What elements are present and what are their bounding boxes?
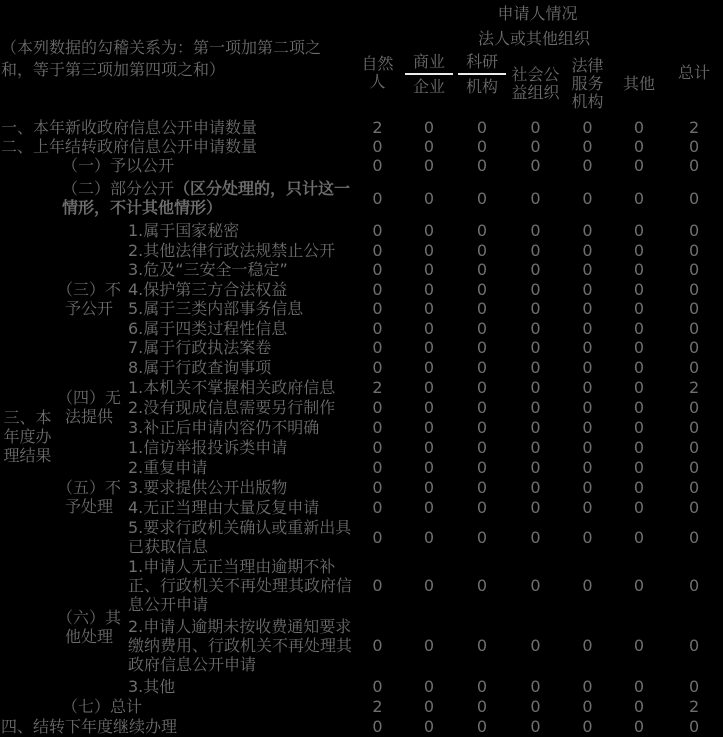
label-section-4-text: 四、结转下年度继续办理	[1, 716, 178, 736]
value-published-material-natural-person: 0	[372, 477, 383, 497]
value-needs-creation-commercial-enterprise: 0	[423, 397, 435, 417]
label-admin-inquiry	[123, 358, 352, 378]
value-subtotal-research-institution: 0	[476, 696, 488, 716]
value-new-applications-commercial-enterprise: 0	[423, 118, 435, 137]
table-row-petition-complaint	[0, 437, 723, 457]
value-carry-next-year-commercial-enterprise: 0	[423, 716, 435, 736]
value-overdue-no-payment-legal-service-org: 0	[582, 635, 593, 655]
value-confirm-reissue-commercial-enterprise: 0	[423, 527, 435, 547]
value-new-applications-research-institution: 0	[476, 118, 488, 137]
table-row-granted-full	[0, 156, 723, 175]
label-third-party-rights-text: 4.保护第三方合法权益	[128, 279, 288, 299]
value-internal-affairs-total: 0	[688, 299, 700, 319]
label-section-2	[0, 137, 352, 156]
value-still-unclear-research-institution: 0	[476, 417, 488, 437]
label-group-not-processed-text: （五）不予处理	[57, 478, 122, 516]
label-group-denied	[55, 221, 123, 377]
value-carry-next-year-total: 0	[688, 716, 700, 736]
value-third-party-rights-natural-person: 0	[372, 279, 383, 299]
value-other-handling-legal-service-org: 0	[582, 676, 593, 696]
value-law-forbidden-research-institution: 0	[476, 240, 488, 260]
value-law-forbidden-legal-service-org: 0	[582, 240, 593, 260]
value-state-secret-natural-person: 0	[372, 221, 383, 241]
label-petition-complaint	[123, 437, 352, 457]
value-carried-over-applications-legal-service-org: 0	[582, 137, 593, 156]
value-process-info-total: 0	[688, 318, 700, 338]
value-published-material-social-welfare-org: 0	[530, 477, 541, 497]
value-admin-inquiry-natural-person: 0	[372, 357, 383, 377]
header-col-total: 总计	[678, 63, 711, 82]
label-third-party-rights	[123, 280, 352, 300]
value-new-applications-total: 2	[688, 118, 700, 137]
value-subtotal-legal-service-org: 0	[582, 696, 593, 716]
value-internal-affairs-legal-service-org: 0	[582, 299, 593, 319]
label-mass-repeated-text: 4.无正当理由大量反复申请	[128, 497, 320, 517]
label-group-not-processed	[55, 437, 123, 557]
label-granted-partial-note: （区分处理的，只计这一情形，不计其他情形）	[62, 179, 351, 217]
label-enforcement-files-text: 7.属于行政执法案卷	[128, 338, 272, 358]
value-endanger-safety-natural-person: 0	[372, 260, 383, 280]
header-legal-org-title: 法人或其他组织	[478, 29, 591, 48]
value-admin-inquiry-research-institution: 0	[476, 357, 488, 377]
label-section-3	[0, 156, 55, 716]
value-published-material-other: 0	[633, 477, 645, 497]
value-carried-over-applications-research-institution: 0	[476, 137, 488, 156]
value-overdue-no-payment-natural-person: 0	[372, 635, 383, 655]
table-row-carried-over-applications	[0, 137, 723, 156]
value-process-info-commercial-enterprise: 0	[423, 318, 435, 338]
value-not-held-commercial-enterprise: 0	[423, 377, 435, 397]
value-state-secret-total: 0	[688, 221, 700, 241]
value-repeat-application-commercial-enterprise: 0	[423, 457, 435, 477]
value-confirm-reissue-other: 0	[633, 527, 645, 547]
value-petition-complaint-legal-service-org: 0	[582, 437, 593, 457]
value-repeat-application-social-welfare-org: 0	[530, 457, 541, 477]
value-other-handling-research-institution: 0	[476, 676, 488, 696]
value-enforcement-files-social-welfare-org: 0	[530, 338, 541, 358]
label-repeat-application-text: 2.重复申请	[128, 457, 208, 477]
label-granted-partial-text: （二）部分公开	[62, 179, 175, 198]
label-overdue-no-correction	[123, 557, 352, 614]
value-other-handling-other: 0	[633, 676, 645, 696]
label-internal-affairs	[123, 299, 352, 319]
value-admin-inquiry-total: 0	[688, 357, 700, 377]
value-other-handling-commercial-enterprise: 0	[423, 676, 435, 696]
value-endanger-safety-total: 0	[688, 260, 700, 280]
value-process-info-social-welfare-org: 0	[530, 318, 541, 338]
value-state-secret-research-institution: 0	[476, 221, 488, 241]
value-new-applications-social-welfare-org: 0	[530, 118, 541, 137]
value-third-party-rights-research-institution: 0	[476, 279, 488, 299]
value-carried-over-applications-commercial-enterprise: 0	[423, 137, 435, 156]
header-applicant-title: 申请人情况	[497, 4, 578, 23]
value-overdue-no-payment-research-institution: 0	[476, 635, 488, 655]
value-overdue-no-correction-legal-service-org: 0	[582, 576, 593, 595]
value-third-party-rights-other: 0	[633, 279, 645, 299]
value-carry-next-year-research-institution: 0	[476, 716, 488, 736]
value-process-info-research-institution: 0	[476, 318, 488, 338]
value-granted-full-total: 0	[688, 156, 700, 175]
value-not-held-research-institution: 0	[476, 377, 488, 397]
label-overdue-no-payment-text: 2.申请人逾期未按收费通知要求缴纳费用、行政机关不再处理其政府信息公开申请	[128, 616, 353, 674]
label-admin-inquiry-text: 8.属于行政查询事项	[128, 357, 272, 377]
table-row-new-applications	[0, 118, 723, 137]
label-overdue-no-payment	[123, 614, 352, 676]
reconciliation-note: （本列数据的勾稽关系为：第一项加第二项之和，等于第三项加第四项之和）	[1, 38, 322, 79]
table-body	[0, 118, 723, 736]
commercial-split	[405, 52, 453, 96]
value-other-handling-total: 0	[688, 676, 700, 696]
value-carried-over-applications-social-welfare-org: 0	[530, 137, 541, 156]
label-process-info-text: 6.属于四类过程性信息	[128, 318, 288, 338]
value-granted-partial-research-institution: 0	[476, 188, 488, 208]
value-subtotal-social-welfare-org: 0	[530, 696, 541, 716]
value-carry-next-year-legal-service-org: 0	[582, 716, 593, 736]
value-state-secret-other: 0	[633, 221, 645, 241]
label-overdue-no-correction-text: 1.申请人无正当理由逾期不补正、行政机关不再处理其政府信息公开申请	[128, 557, 353, 614]
commercial-bottom-label: 企业	[413, 77, 446, 96]
value-mass-repeated-research-institution: 0	[476, 497, 488, 517]
label-granted-full-text: （一）予以公开	[62, 156, 175, 175]
label-enforcement-files	[123, 338, 352, 358]
value-mass-repeated-social-welfare-org: 0	[530, 497, 541, 517]
value-admin-inquiry-other: 0	[633, 357, 645, 377]
value-granted-partial-legal-service-org: 0	[582, 188, 593, 208]
value-repeat-application-research-institution: 0	[476, 457, 488, 477]
value-overdue-no-payment-other: 0	[633, 635, 645, 655]
label-internal-affairs-text: 5.属于三类内部事务信息	[128, 299, 304, 319]
value-other-handling-social-welfare-org: 0	[530, 676, 541, 696]
value-overdue-no-correction-other: 0	[633, 576, 645, 595]
value-third-party-rights-total: 0	[688, 279, 700, 299]
table-row-overdue-no-correction	[0, 557, 723, 614]
label-group-unable-text: （四）无法提供	[57, 388, 122, 426]
value-petition-complaint-social-welfare-org: 0	[530, 437, 541, 457]
value-overdue-no-correction-natural-person: 0	[372, 576, 383, 595]
label-confirm-reissue-text: 5.要求行政机关确认或重新出具已获取信息	[128, 518, 352, 556]
value-overdue-no-payment-commercial-enterprise: 0	[423, 635, 435, 655]
value-overdue-no-correction-social-welfare-org: 0	[530, 576, 541, 595]
value-confirm-reissue-total: 0	[688, 527, 700, 547]
value-admin-inquiry-commercial-enterprise: 0	[423, 357, 435, 377]
value-granted-full-research-institution: 0	[476, 156, 488, 175]
value-enforcement-files-research-institution: 0	[476, 338, 488, 358]
label-other-handling-text: 3.其他	[128, 676, 176, 696]
value-granted-partial-other: 0	[633, 188, 645, 208]
label-process-info	[123, 319, 352, 339]
value-carry-next-year-other: 0	[633, 716, 645, 736]
value-carried-over-applications-total: 0	[688, 137, 700, 156]
value-overdue-no-correction-research-institution: 0	[476, 576, 488, 595]
value-repeat-application-legal-service-org: 0	[582, 457, 593, 477]
value-admin-inquiry-legal-service-org: 0	[582, 357, 593, 377]
value-mass-repeated-natural-person: 0	[372, 497, 383, 517]
value-law-forbidden-total: 0	[688, 240, 700, 260]
label-section-1	[0, 118, 352, 137]
value-internal-affairs-research-institution: 0	[476, 299, 488, 319]
value-granted-partial-social-welfare-org: 0	[530, 188, 541, 208]
label-section-3-text: 三、本年度办理结果	[3, 407, 52, 465]
value-enforcement-files-other: 0	[633, 338, 645, 358]
value-still-unclear-commercial-enterprise: 0	[423, 417, 435, 437]
value-new-applications-natural-person: 2	[372, 118, 383, 137]
value-endanger-safety-legal-service-org: 0	[582, 260, 593, 280]
label-repeat-application	[123, 457, 352, 477]
header-col-natural-person: 自然人	[361, 54, 394, 91]
value-still-unclear-legal-service-org: 0	[582, 417, 593, 437]
value-overdue-no-payment-total: 0	[688, 635, 700, 655]
header-col-research-institution	[455, 50, 509, 118]
label-not-held-text: 1.本机关不掌握相关政府信息	[128, 377, 336, 397]
label-needs-creation	[123, 397, 352, 417]
value-not-held-natural-person: 2	[372, 377, 383, 397]
label-group-unable	[55, 377, 123, 437]
label-granted-partial	[55, 175, 352, 221]
value-enforcement-files-total: 0	[688, 338, 700, 358]
value-subtotal-natural-person: 2	[372, 696, 383, 716]
value-confirm-reissue-research-institution: 0	[476, 527, 488, 547]
value-not-held-other: 0	[633, 377, 645, 397]
label-law-forbidden	[123, 241, 352, 261]
value-granted-partial-total: 0	[688, 188, 700, 208]
value-internal-affairs-social-welfare-org: 0	[530, 299, 541, 319]
value-published-material-research-institution: 0	[476, 477, 488, 497]
value-carried-over-applications-other: 0	[633, 137, 645, 156]
value-repeat-application-natural-person: 0	[372, 457, 383, 477]
value-enforcement-files-natural-person: 0	[372, 338, 383, 358]
label-section-2-text: 二、上年结转政府信息公开申请数量	[1, 137, 258, 156]
label-mass-repeated	[123, 497, 352, 517]
value-enforcement-files-commercial-enterprise: 0	[423, 338, 435, 358]
value-process-info-legal-service-org: 0	[582, 318, 593, 338]
value-confirm-reissue-natural-person: 0	[372, 527, 383, 547]
value-mass-repeated-commercial-enterprise: 0	[423, 497, 435, 517]
value-published-material-legal-service-org: 0	[582, 477, 593, 497]
value-new-applications-other: 0	[633, 118, 645, 137]
label-still-unclear	[123, 417, 352, 437]
value-mass-repeated-other: 0	[633, 497, 645, 517]
value-law-forbidden-other: 0	[633, 240, 645, 260]
value-granted-full-other: 0	[633, 156, 645, 175]
value-still-unclear-total: 0	[688, 417, 700, 437]
value-confirm-reissue-social-welfare-org: 0	[530, 527, 541, 547]
label-state-secret	[123, 221, 352, 241]
research-split	[458, 52, 506, 96]
value-carried-over-applications-natural-person: 0	[372, 137, 383, 156]
value-internal-affairs-other: 0	[633, 299, 645, 319]
value-carry-next-year-social-welfare-org: 0	[530, 716, 541, 736]
label-endanger-safety-text: 3.危及“三安全一稳定”	[128, 260, 288, 280]
value-not-held-social-welfare-org: 0	[530, 377, 541, 397]
research-bottom-label: 机构	[466, 77, 499, 96]
value-granted-partial-commercial-enterprise: 0	[423, 188, 435, 208]
value-internal-affairs-commercial-enterprise: 0	[423, 299, 435, 319]
value-published-material-total: 0	[688, 477, 700, 497]
value-endanger-safety-social-welfare-org: 0	[530, 260, 541, 280]
value-new-applications-legal-service-org: 0	[582, 118, 593, 137]
value-third-party-rights-commercial-enterprise: 0	[423, 279, 435, 299]
header-col-commercial-enterprise	[403, 50, 455, 118]
value-needs-creation-natural-person: 0	[372, 397, 383, 417]
table-row-subtotal	[0, 696, 723, 716]
value-subtotal-other: 0	[633, 696, 645, 716]
value-carry-next-year-natural-person: 0	[372, 716, 383, 736]
value-other-handling-natural-person: 0	[372, 676, 383, 696]
value-internal-affairs-natural-person: 0	[372, 299, 383, 319]
value-granted-full-social-welfare-org: 0	[530, 156, 541, 175]
value-granted-full-natural-person: 0	[372, 156, 383, 175]
value-state-secret-legal-service-org: 0	[582, 221, 593, 241]
value-granted-partial-natural-person: 0	[372, 188, 383, 208]
label-group-denied-text: （三）不予公开	[57, 280, 122, 318]
value-still-unclear-natural-person: 0	[372, 417, 383, 437]
value-overdue-no-correction-commercial-enterprise: 0	[423, 576, 435, 595]
value-needs-creation-social-welfare-org: 0	[530, 397, 541, 417]
table-header	[0, 0, 723, 118]
table-row-carry-next-year	[0, 716, 723, 736]
research-top-label: 科研	[458, 52, 506, 75]
value-needs-creation-legal-service-org: 0	[582, 397, 593, 417]
value-still-unclear-social-welfare-org: 0	[530, 417, 541, 437]
value-petition-complaint-research-institution: 0	[476, 437, 488, 457]
label-state-secret-text: 1.属于国家秘密	[128, 221, 240, 241]
label-confirm-reissue	[123, 517, 352, 557]
value-law-forbidden-natural-person: 0	[372, 240, 383, 260]
value-confirm-reissue-legal-service-org: 0	[582, 527, 593, 547]
value-granted-full-legal-service-org: 0	[582, 156, 593, 175]
value-subtotal-total: 2	[688, 696, 700, 716]
label-group-other-handling	[55, 557, 123, 696]
value-mass-repeated-total: 0	[688, 497, 700, 517]
label-section-1-text: 一、本年新收政府信息公开申请数量	[1, 118, 258, 137]
value-petition-complaint-total: 0	[688, 437, 700, 457]
value-enforcement-files-legal-service-org: 0	[582, 338, 593, 358]
label-still-unclear-text: 3.补正后申请内容仍不明确	[128, 417, 320, 437]
value-endanger-safety-research-institution: 0	[476, 260, 488, 280]
value-law-forbidden-social-welfare-org: 0	[530, 240, 541, 260]
value-still-unclear-other: 0	[633, 417, 645, 437]
value-granted-full-commercial-enterprise: 0	[423, 156, 435, 175]
label-published-material-text: 3.要求提供公开出版物	[128, 477, 288, 497]
value-state-secret-social-welfare-org: 0	[530, 221, 541, 241]
label-subtotal-text: （七）总计	[62, 696, 143, 716]
value-repeat-application-other: 0	[633, 457, 645, 477]
table-row-granted-partial	[0, 175, 723, 221]
label-petition-complaint-text: 1.信访举报投诉类申请	[128, 437, 288, 457]
value-process-info-other: 0	[633, 318, 645, 338]
value-overdue-no-correction-total: 0	[688, 576, 700, 595]
label-granted-full	[55, 156, 352, 175]
header-col-other: 其他	[623, 74, 656, 93]
value-published-material-commercial-enterprise: 0	[423, 477, 435, 497]
value-needs-creation-research-institution: 0	[476, 397, 488, 417]
value-petition-complaint-other: 0	[633, 437, 645, 457]
header-row-1	[0, 0, 723, 28]
label-section-4	[0, 716, 352, 736]
value-endanger-safety-other: 0	[633, 260, 645, 280]
value-not-held-total: 2	[688, 377, 700, 397]
value-mass-repeated-legal-service-org: 0	[582, 497, 593, 517]
label-not-held	[123, 377, 352, 397]
label-endanger-safety	[123, 260, 352, 280]
value-needs-creation-total: 0	[688, 397, 700, 417]
value-subtotal-commercial-enterprise: 0	[423, 696, 435, 716]
value-endanger-safety-commercial-enterprise: 0	[423, 260, 435, 280]
value-not-held-legal-service-org: 0	[582, 377, 593, 397]
label-group-other-handling-text: （六）其他处理	[57, 607, 122, 646]
label-subtotal	[55, 696, 352, 716]
value-law-forbidden-commercial-enterprise: 0	[423, 240, 435, 260]
value-third-party-rights-legal-service-org: 0	[582, 279, 593, 299]
value-process-info-natural-person: 0	[372, 318, 383, 338]
label-published-material	[123, 477, 352, 497]
value-state-secret-commercial-enterprise: 0	[423, 221, 435, 241]
value-repeat-application-total: 0	[688, 457, 700, 477]
label-law-forbidden-text: 2.其他法律行政法规禁止公开	[128, 240, 336, 260]
label-other-handling	[123, 676, 352, 696]
commercial-top-label: 商业	[405, 52, 453, 75]
value-overdue-no-payment-social-welfare-org: 0	[530, 635, 541, 655]
table-row-not-held	[0, 377, 723, 397]
value-petition-complaint-commercial-enterprise: 0	[423, 437, 435, 457]
value-admin-inquiry-social-welfare-org: 0	[530, 357, 541, 377]
value-petition-complaint-natural-person: 0	[372, 437, 383, 457]
value-third-party-rights-social-welfare-org: 0	[530, 279, 541, 299]
value-needs-creation-other: 0	[633, 397, 645, 417]
header-col-social-welfare-org: 社会公益组织	[511, 65, 560, 102]
label-needs-creation-text: 2.没有现成信息需要另行制作	[128, 397, 336, 417]
header-col-legal-service-org: 法律服务机构	[571, 56, 604, 111]
table-row-state-secret	[0, 221, 723, 241]
